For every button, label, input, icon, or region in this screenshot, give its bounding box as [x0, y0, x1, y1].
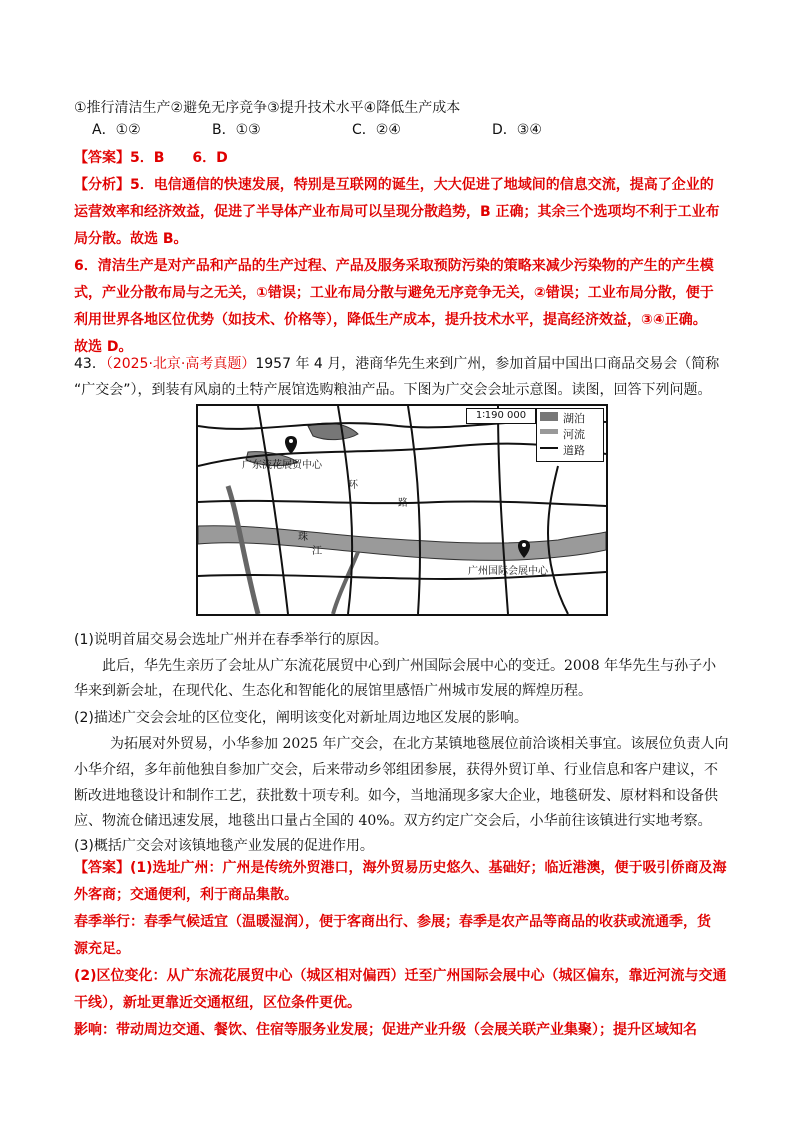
question-number: 43． [74, 356, 106, 372]
label-zhu: 珠 [298, 532, 308, 543]
paragraph-2: 应、物流仓储迅速发展，地毯出口量占全国的 40%。双方约定广交会后，小华前往该镇进行实地考察。 [74, 813, 712, 829]
choice-a: A．①② [92, 122, 141, 138]
answer-43: 源充足。 [74, 941, 130, 957]
label-huan: 环 [348, 480, 358, 491]
legend-road-swatch [540, 447, 558, 449]
answer-43: 影响：带动周边交通、餐饮、住宿等服务业发展；促进产业升级（会展关联产业集聚）；提升区域知名 [74, 1022, 697, 1038]
answer-43: 【答案】(1)选址广州：广州是传统外贸港口，海外贸易历史悠久、基础好；临近港澳，便于吸引侨商及海 [74, 860, 727, 876]
paragraph-1: 华来到新会址，在现代化、生态化和智能化的展馆里感悟广州城市发展的辉煌历程。 [74, 683, 592, 699]
legend-lake: 湖泊 [563, 412, 585, 425]
sub-question-1: (1)说明首届交易会选址广州并在春季举行的原因。 [74, 632, 388, 648]
label-pazhou: 广州国际会展中心 [468, 566, 548, 577]
answer-43: 干线），新址更靠近交通枢纽，区位条件更优。 [74, 995, 361, 1011]
label-jiang: 江 [312, 546, 322, 557]
question-43-line1 [74, 354, 734, 374]
choice-c: C．②④ [352, 122, 401, 138]
paragraph-1: 此后，华先生亲历了会址从广东流花展贸中心到广州国际会展中心的变迁。2008 年华先生与孙子小 [102, 658, 717, 674]
pin-liuhua [285, 436, 297, 454]
paragraph-2: 为拓展对外贸易，小华参加 2025 年广交会，在北方某镇地毯展位前洽谈相关事宜。该展位负责人向 [110, 736, 729, 752]
answer-5-6: 【答案】5．B 6．D [74, 150, 228, 166]
analysis-line: 式，产业分散布局与之无关，①错误；工业布局分散与避免无序竞争无关，②错误；工业布局分散，便于 [74, 285, 714, 301]
paragraph-2: 小华介绍，多年前他独自参加广交会，后来带动乡邻组团参展，获得外贸订单、行业信息和客户建议，不 [74, 762, 718, 778]
paragraph-2: 断改进地毯设计和制作工艺，获批数十项专利。如今，当地涌现多家大企业，地毯研发、原材料和设备供 [74, 788, 718, 804]
analysis-line: 【分析】5．电信通信的快速发展，特别是互联网的诞生，大大促进了地域间的信息交流，提高了企业的 [74, 177, 714, 193]
answer-43: 外客商；交通便利，利于商品集散。 [74, 887, 298, 903]
legend-river-swatch [540, 429, 558, 434]
analysis-line: 运营效率和经济效益，促进了半导体产业布局可以呈现分散趋势，B 正确；其余三个选项均不利于工业布 [74, 204, 720, 220]
analysis-line: 利用世界各地区位优势（如技术、价格等），降低生产成本，提升技术水平，提高经济效益，③④正确。 [74, 312, 707, 328]
question-43-line2: “广交会”），到装有风扇的土特产展馆选购粮油产品。下图为广交会会址示意图。读图，回答下列问题。 [74, 382, 712, 398]
label-lu: 路 [398, 498, 408, 509]
question-source: （2025·北京·高考真题） [105, 356, 256, 372]
legend-river: 河流 [563, 428, 585, 441]
q6-options-line: ①推行清洁生产②避免无序竞争③提升技术水平④降低生产成本 [74, 100, 461, 116]
map-legend [536, 408, 604, 462]
river [198, 526, 606, 561]
sub-question-3: (3)概括广交会对该镇地毯产业发展的促进作用。 [74, 838, 374, 854]
answer-43: (2)区位变化：从广东流花展贸中心（城区相对偏西）迁至广州国际会展中心（城区偏东，靠近河流与交通 [74, 968, 727, 984]
choice-d: D．③④ [492, 122, 542, 138]
river-branch [228, 486, 258, 614]
legend-lake-swatch [540, 412, 558, 421]
legend-road: 道路 [563, 444, 585, 457]
analysis-line: 故选 D。 [74, 339, 133, 355]
map-scale: 1∶190 000 [466, 408, 536, 424]
answer-43: 春季举行：春季气候适宜（温暖湿润），便于客商出行、参展；春季是农产品等商品的收获或流通季，货 [74, 914, 711, 930]
choice-b: B．①③ [212, 122, 261, 138]
river-branch-south [333, 552, 358, 614]
sub-question-2: (2)描述广交会会址的区位变化，阐明该变化对新址周边地区发展的影响。 [74, 710, 528, 726]
lake [308, 423, 358, 439]
analysis-line: 6．清洁生产是对产品和产品的生产过程、产品及服务采取预防污染的策略来减少污染物的产生的产生模 [74, 258, 714, 274]
question-text: 1957 年 4 月，港商华先生来到广州，参加首届中国出口商品交易会（简称 [255, 356, 720, 372]
label-liuhua: 广东流花展贸中心 [242, 460, 322, 471]
map-figure [196, 404, 608, 616]
analysis-line: 局分散。故选 B。 [74, 231, 188, 247]
